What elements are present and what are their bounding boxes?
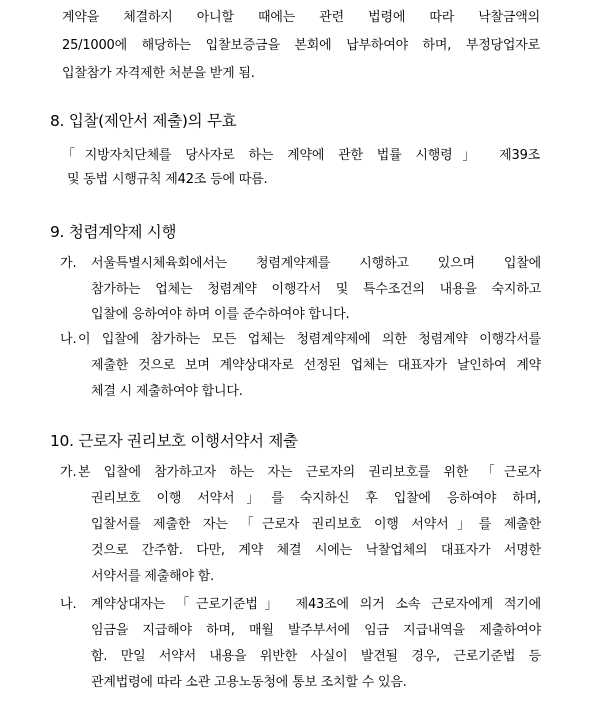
intro-line-2: 25/1000에 해당하는 입찰보증금을 본회에 납부하여야 하며, 부정당업자로: [62, 38, 540, 53]
section-9-item-b-line-1: 이 입찰에 참가하는 모든 업체는 청렴계약제에 의한 청렴계약 이행각서를: [78, 332, 541, 347]
section-10-heading: 10. 근로자 권리보호 이행서약서 제출: [50, 432, 298, 450]
section-9-item-b-line-2: 제출한 것으로 보며 계약상대자로 선정된 업체는 대표자가 날인하여 계약: [91, 358, 541, 373]
section-10-item-b-marker: 나.: [60, 597, 77, 612]
section-10-item-a-line-2: 권리보호 이행 서약서」를 숙지하신 후 입찰에 응하여야 하며,: [91, 491, 541, 506]
section-10-item-a-line-5: 서약서를 제출해야 함.: [91, 569, 215, 584]
section-10-item-b-line-1: 계약상대자는 「근로기준법」 제43조에 의거 소속 근로자에게 적기에: [91, 597, 541, 612]
section-10-item-a-marker: 가.: [60, 465, 77, 480]
section-9-heading: 9. 청렴계약제 시행: [50, 223, 177, 241]
section-9-item-b-line-3: 체결 시 제출하여야 합니다.: [91, 384, 243, 399]
section-10-item-b-line-4: 관계법령에 따라 소관 고용노동청에 통보 조치할 수 있음.: [91, 675, 407, 690]
section-10-item-a-line-3: 입찰서를 제출한 자는 「근로자 권리보호 이행 서약서」를 제출한: [91, 517, 541, 532]
section-8-line-2: 및 동법 시행규칙 제42조 등에 따름.: [67, 172, 268, 187]
section-9-item-a-marker: 가.: [60, 256, 77, 271]
section-9-item-a-line-1: 서울특별시체육회에서는 청렴계약제를 시행하고 있으며 입찰에: [91, 256, 541, 271]
section-9-item-a-line-2: 참가하는 업체는 청렴계약 이행각서 및 특수조건의 내용을 숙지하고: [91, 282, 541, 297]
section-10-item-b-line-2: 임금을 지급해야 하며, 매월 발주부서에 임금 지급내역을 제출하여야: [91, 623, 541, 638]
section-10-item-b-line-3: 함. 만일 서약서 내용을 위반한 사실이 발견될 경우, 근로기준법 등: [91, 649, 541, 664]
section-8-line-1: 「지방자치단체를 당사자로 하는 계약에 관한 법률 시행령」 제39조: [62, 148, 540, 163]
section-9-item-a-line-3: 입찰에 응하여야 하며 이를 준수하여야 합니다.: [91, 307, 350, 322]
intro-line-3: 입찰참가 자격제한 처분을 받게 됨.: [62, 66, 255, 81]
section-9-item-b-marker: 나.: [60, 332, 77, 347]
section-10-item-a-line-1: 본 입찰에 참가하고자 하는 자는 근로자의 권리보호를 위한 「근로자: [78, 465, 541, 480]
section-8-heading: 8. 입찰(제안서 제출)의 무효: [50, 112, 237, 130]
section-10-item-a-line-4: 것으로 간주함. 다만, 계약 체결 시에는 낙찰업체의 대표자가 서명한: [91, 543, 541, 558]
intro-line-1: 계약을 체결하지 아니할 때에는 관련 법령에 따라 낙찰금액의: [62, 10, 540, 25]
